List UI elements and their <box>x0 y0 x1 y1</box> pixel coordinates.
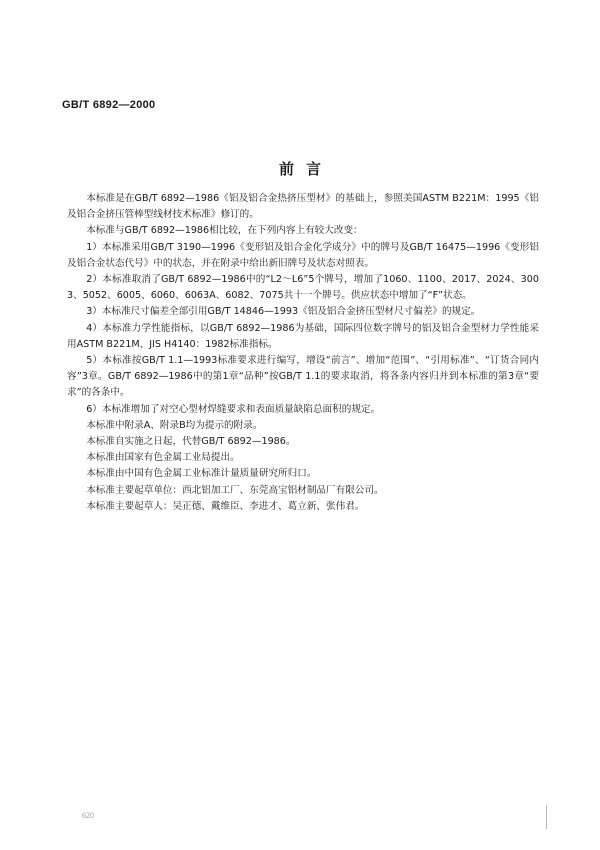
paragraph-appendix: 本标准中附录A、附录B均为提示的附录。 <box>86 419 263 431</box>
paragraph-replacement: 本标准自实施之日起，代替GB/T 6892—1986。 <box>86 436 296 448</box>
page-number: 620 <box>82 811 94 820</box>
paragraph-changes-lead: 本标准与GB/T 6892—1986相比较，在下列内容上有较大改变： <box>86 225 363 237</box>
paragraph-change-5: 5）本标准按GB/T 1.1—1993标准要求进行编写，增设“前言”、增加“范围”、“引用标准”、“订货合同内容”3章。GB/T 6892—1986中的第1章“品种”按GB/T 1.1的要求取消，将各条内容归并到本标准的第3章“要求”的各条中。 <box>67 355 539 399</box>
page-title: 前言 <box>278 160 333 178</box>
paragraph-change-3: 3）本标准尺寸偏差全部引用GB/T 14846—1993《铝及铝合金挤压型材尺寸偏差》的规定。 <box>86 306 481 318</box>
paragraph-change-4: 4）本标准力学性能指标，以GB/T 6892—1986为基础，国际四位数字牌号的铝及铝合金型材力学性能采用ASTM B221M、JIS H4140：1982标准指标。 <box>67 322 539 350</box>
paragraph-change-6: 6）本标准增加了对空心型材焊缝要求和表面质量缺陷总面积的规定。 <box>86 403 381 415</box>
paragraph-change-1: 1）本标准采用GB/T 3190—1996《变形铝及铝合金化学成分》中的牌号及GB/T 16475—1996《变形铝及铝合金状态代号》中的状态，并在附录中给出新旧牌号及状态对照表。 <box>67 241 539 269</box>
paragraph-centralized: 本标准由中国有色金属工业标准计量质量研究所归口。 <box>86 468 317 480</box>
paragraph-drafters: 本标准主要起草人：吴正德、戴维臣、李进才、葛立新、张伟君。 <box>86 500 365 512</box>
paragraph-proposer: 本标准由国家有色金属工业局提出。 <box>86 452 240 464</box>
standard-code: GB/T 6892—2000 <box>62 99 156 111</box>
foreword-body <box>67 191 539 515</box>
paragraph-drafting-units: 本标准主要起草单位：西北铝加工厂、东莞高宝铝材制品厂有限公司。 <box>86 484 384 496</box>
paragraph-change-2: 2）本标准取消了GB/T 6892—1986中的“L2～L6”5个牌号，增加了1060、1100、2017、2024、3003、5052、6005、6060、6063A、6082、7075共十一个牌号。供应状态中增加了“F”状态。 <box>67 274 539 302</box>
scan-edge-mark <box>546 805 547 829</box>
paragraph-intro: 本标准是在GB/T 6892—1986《铝及铝合金热挤压型材》的基础上，参照美国ASTM B221M：1995《铝及铝合金挤压管棒型线材技术标准》修订的。 <box>67 193 539 221</box>
